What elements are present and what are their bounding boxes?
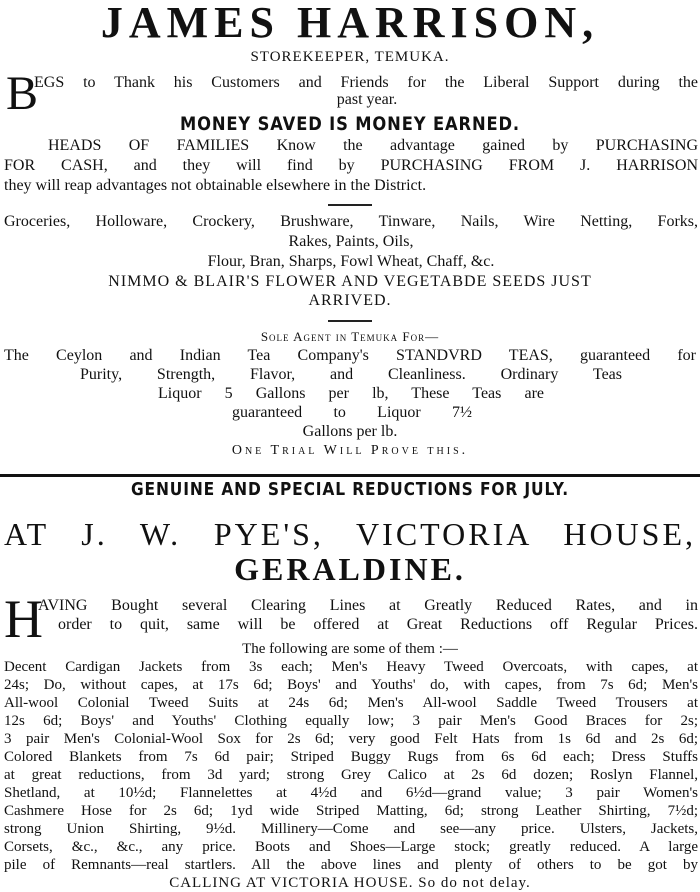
tea-line: The Ceylon and Indian Tea Company's STANDVRD TEAS, guaranteed for bbox=[4, 347, 696, 364]
money-saved-headline: MONEY SAVED IS MONEY EARNED. bbox=[179, 113, 520, 135]
heads-of-families-paragraph bbox=[0, 136, 700, 196]
price-line: 12s 6d; Boys' and Youths' Clothing equally low; 3 pair Men's Good Braces for 2s; bbox=[4, 713, 698, 729]
price-line: Colored Blankets from 7s 6d pair; Striped Buggy Rugs from 6s 6d each; Dress Stuffs bbox=[4, 749, 698, 765]
goods-line: Flour, Bran, Sharps, Fowl Wheat, Chaff, &c. bbox=[207, 253, 495, 270]
price-line: All-wool Colonial Tweed Suits at 24s 6d; Men's All-wool Saddle Tweed Trousers at bbox=[4, 695, 698, 711]
seeds-notice bbox=[0, 272, 700, 310]
reductions-headline: GENUINE AND SPECIAL REDUCTIONS FOR JULY. bbox=[130, 479, 570, 500]
having-line-1: AVING Bought several Clearing Lines at Greatly Reduced Rates, and in bbox=[38, 597, 698, 614]
price-line: 3 pair Men's Colonial-Wool Sox for 2s 6d; very good Felt Hats from 1s 6d and 2s 6d; bbox=[4, 731, 698, 747]
having-line-2: order to quit, same will be offered at Great Reductions off Regular Prices. bbox=[58, 616, 698, 633]
harrison-title: JAMES HARRISON, bbox=[100, 0, 600, 47]
tea-line: guaranteed to Liquor 7½ bbox=[232, 404, 472, 421]
pye-title-line-1: AT J. W. PYE'S, VICTORIA HOUSE, bbox=[4, 516, 696, 552]
pye-title-line-2: GERALDINE. bbox=[234, 551, 466, 587]
tea-line: Liquor 5 Gallons per lb, These Teas are bbox=[158, 385, 544, 402]
intro-line-1: EGS to Thank his Customers and Friends for the Liberal Support during the bbox=[34, 74, 698, 91]
para-line: FOR CASH, and they will find by PURCHASING FROM J. HARRISON bbox=[4, 157, 698, 174]
following-line: The following are some of them :— bbox=[242, 641, 458, 657]
sole-agent-line: Sole Agent in Temuka For— bbox=[260, 329, 440, 344]
intro-dropcap: B bbox=[6, 67, 39, 120]
tea-line: Purity, Strength, Flavor, and Cleanliness. Ordinary Teas bbox=[80, 366, 622, 383]
para-line: HEADS OF FAMILIES Know the advantage gained by PURCHASING bbox=[48, 137, 698, 154]
tea-paragraph bbox=[0, 346, 700, 441]
price-line: at great reductions, from 3d yard; strong Grey Calico at 2s 6d dozen; Roslyn Flannel, bbox=[4, 767, 698, 783]
seeds-line: NIMMO & BLAIR'S FLOWER AND VEGETABDE SEEDS JUST bbox=[108, 273, 592, 290]
intro-paragraph bbox=[0, 67, 700, 120]
divider-rule bbox=[328, 204, 372, 206]
goods-line: Rakes, Paints, Oils, bbox=[288, 233, 414, 250]
goods-line: Groceries, Holloware, Crockery, Brushware, Tinware, Nails, Wire Netting, Forks, bbox=[4, 213, 698, 230]
having-dropcap: H bbox=[4, 589, 43, 649]
price-line: strong Union Shirting, 9½d. Millinery—Come and see—any price. Ulsters, Jackets, bbox=[4, 821, 698, 837]
seeds-line: ARRIVED. bbox=[308, 292, 392, 309]
price-line: Cashmere Hose for 2s 6d; 1yd wide Striped Matting, 6d; strong Leather Shirting, 7½d; bbox=[4, 803, 698, 819]
harrison-subtitle: STOREKEEPER, TEMUKA. bbox=[250, 49, 450, 65]
price-line: Shetland, at 10½d; Flannelettes at 4½d and 6½d—grand value; 3 pair Women's bbox=[4, 785, 698, 801]
price-list-paragraph bbox=[0, 658, 700, 874]
price-line: 24s; Do, without capes, at 17s 6d; Boys' and Youths' do, with capes, from 7s 6d; Men's bbox=[4, 677, 698, 693]
para-line: they will reap advantages not obtainable elsewhere in the District. bbox=[4, 177, 427, 194]
divider-rule bbox=[328, 320, 372, 322]
price-line: pile of Remnants—real startlers. All the above lines and plenty of others to be got by bbox=[4, 857, 698, 873]
pye-advertisement bbox=[0, 478, 700, 891]
goods-list bbox=[0, 212, 700, 272]
price-line: Corsets, &c., &c., any price. Boots and Shoes—Large stock; greatly reduced. A large bbox=[4, 839, 698, 855]
closing-line: CALLING AT VICTORIA HOUSE. So do not delay. bbox=[169, 875, 531, 891]
one-trial-line: One Trial Will Prove this. bbox=[231, 443, 469, 458]
column-separator bbox=[0, 474, 700, 477]
price-line: Decent Cardigan Jackets from 3s each; Men's Heavy Tweed Overcoats, with capes, at bbox=[4, 659, 698, 675]
intro-line-2: past year. bbox=[336, 91, 398, 108]
tea-line: Gallons per lb. bbox=[302, 423, 398, 440]
